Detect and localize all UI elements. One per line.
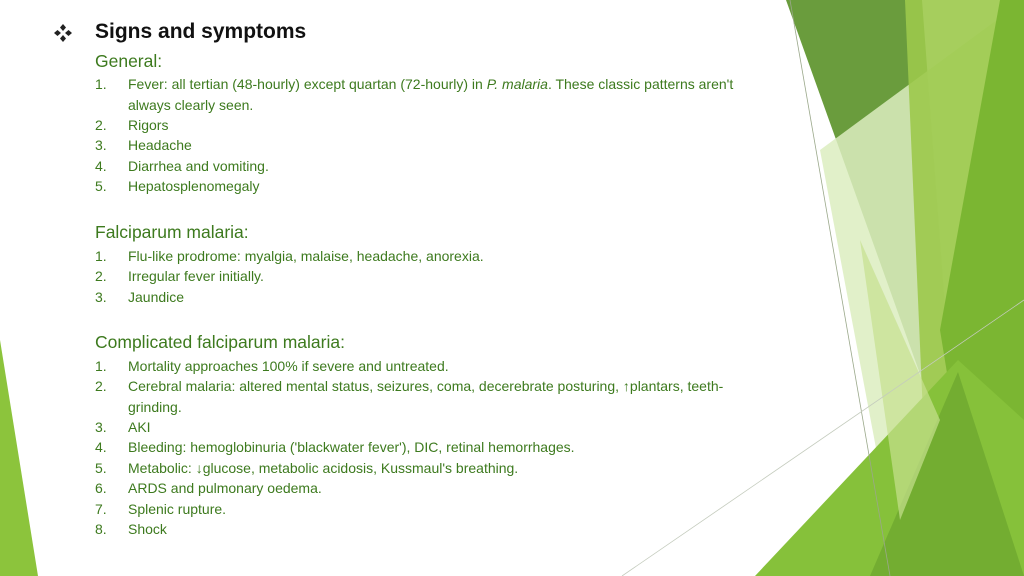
list-item [95, 458, 775, 479]
item-number: 2. [95, 117, 107, 133]
list-item [95, 266, 775, 287]
item-number: 4. [95, 158, 107, 174]
item-number: 5. [95, 178, 107, 194]
item-text: ARDS and pulmonary oedema. [128, 480, 322, 496]
list-item [95, 356, 775, 377]
item-number: 8. [95, 521, 107, 537]
list-item [95, 246, 775, 267]
item-number: 3. [95, 137, 107, 153]
list-item [95, 437, 775, 458]
item-number: 7. [95, 501, 107, 517]
item-text: Metabolic: ↓glucose, metabolic acidosis, Kussmaul's breathing. [128, 460, 519, 476]
item-number: 1. [95, 76, 107, 92]
section-heading-general: General: [95, 51, 163, 71]
item-number: 1. [95, 248, 107, 264]
list-item [95, 135, 775, 156]
list-item [95, 499, 775, 520]
item-number: 2. [95, 378, 107, 394]
page-title: Signs and symptoms [95, 20, 307, 43]
item-number: 4. [95, 439, 107, 455]
item-number: 5. [95, 460, 107, 476]
item-text: Splenic rupture. [128, 501, 227, 517]
item-text: Fever: all tertian (48-hourly) except quartan (72-hourly) in P. malaria. These classic patterns aren't always clearly seen. [128, 76, 734, 113]
item-number: 6. [95, 480, 107, 496]
list-item [95, 287, 775, 308]
list-item [95, 417, 775, 438]
list-item [95, 376, 775, 417]
item-text: Diarrhea and vomiting. [128, 158, 269, 174]
list-item [95, 519, 775, 540]
left-edge-shape [0, 340, 38, 576]
section-heading-complicated: Complicated falciparum malaria: [95, 332, 345, 352]
item-text: Mortality approaches 100% if severe and untreated. [128, 358, 449, 374]
item-number: 2. [95, 268, 107, 284]
item-text: Jaundice [128, 289, 185, 305]
item-text: Headache [128, 137, 192, 153]
item-number: 3. [95, 289, 107, 305]
item-number: 3. [95, 419, 107, 435]
list-item [95, 478, 775, 499]
item-number: 1. [95, 358, 107, 374]
item-text: Flu-like prodrome: myalgia, malaise, headache, anorexia. [128, 248, 484, 264]
item-text: AKI [128, 419, 151, 435]
four-diamond-bullet-icon [52, 22, 74, 44]
item-text: Rigors [128, 117, 169, 133]
list-item [95, 74, 775, 115]
section-heading-falciparum: Falciparum malaria: [95, 222, 249, 242]
list-item [95, 156, 775, 177]
item-text: Bleeding: hemoglobinuria ('blackwater fever'), DIC, retinal hemorrhages. [128, 439, 575, 455]
item-text: Hepatosplenomegaly [128, 178, 260, 194]
item-text: Cerebral malaria: altered mental status, seizures, coma, decerebrate posturing, ↑plantars, teeth-grinding. [128, 378, 724, 415]
list-item [95, 115, 775, 136]
item-text: Irregular fever initially. [128, 268, 264, 284]
list-item [95, 176, 775, 197]
item-text: Shock [128, 521, 167, 537]
